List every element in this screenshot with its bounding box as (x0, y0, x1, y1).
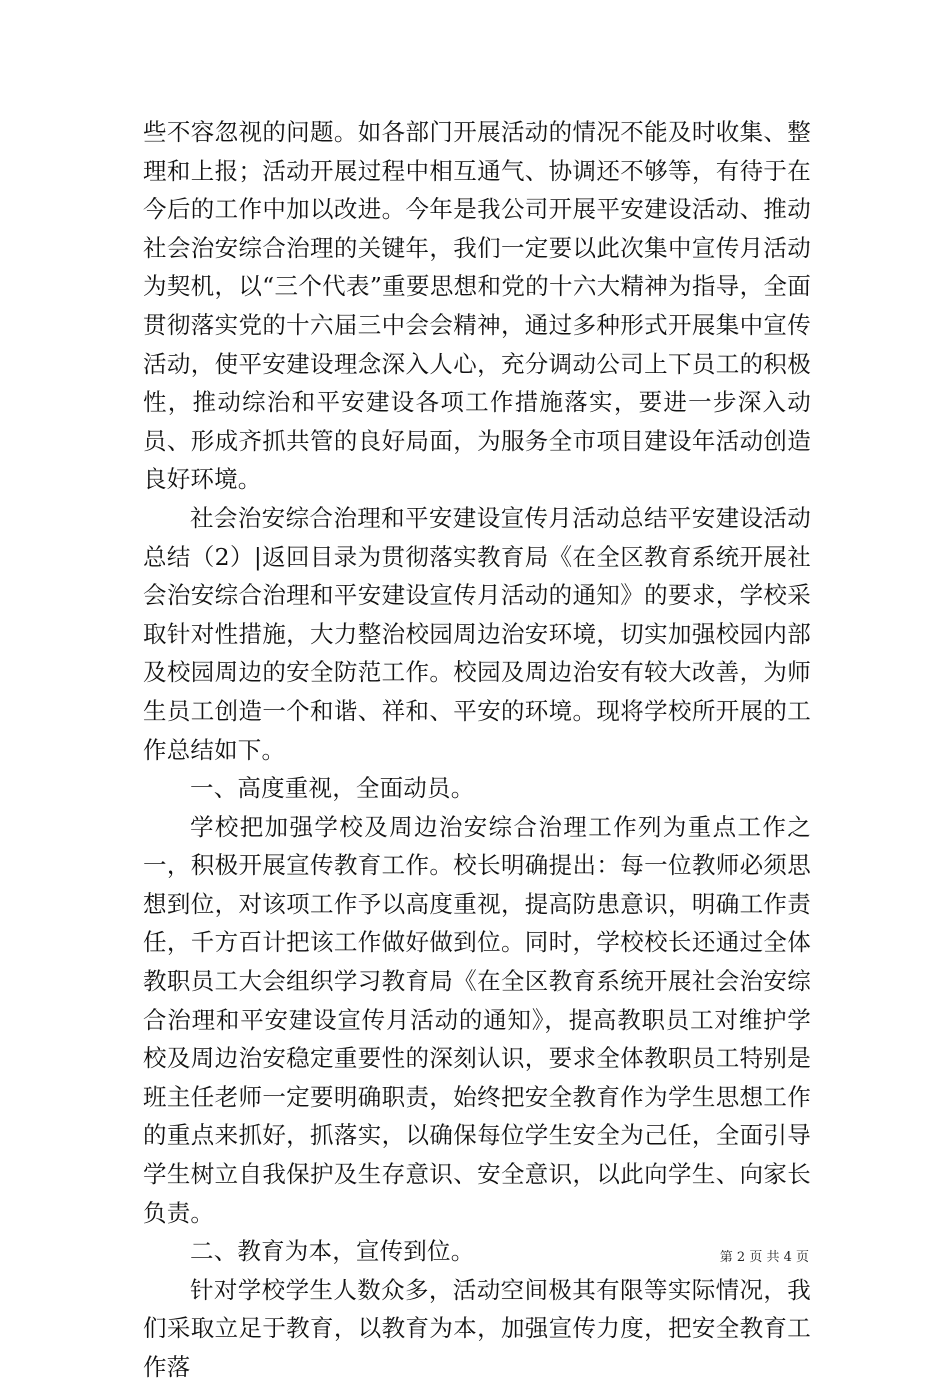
section-heading-2: 二、教育为本，宣传到位。 (190, 1237, 475, 1266)
paragraph-summary-intro: 社会治安综合治理和平安建设宣传月活动总结平安建设活动总结（2）|返回目录为贯彻落实教育局《在全区教育系统开展社会治安综合治理和平安建设宣传月活动的通知》的要求，学校采取针对性措施，大力整治校园周边治安环境，切实加强校园内部及校园周边的安全防范工作。校园及周边治安有较大改善，为师生员工创造一个和谐、祥和、平安的环境。现将学校所开展的工作总结如下。 (143, 503, 811, 764)
paragraph-section-2: 针对学校学生人数众多，活动空间极其有限等实际情况，我们采取立足于教育，以教育为本，加强宣传力度，把安全教育工作落 (143, 1275, 811, 1381)
section-heading-1: 一、高度重视，全面动员。 (190, 774, 475, 803)
page-number-footer: 第 2 页 共 4 页 (719, 1250, 809, 1265)
paragraph-section-1: 学校把加强学校及周边治安综合治理工作列为重点工作之一，积极开展宣传教育工作。校长明确提出：每一位教师必须思想到位，对该项工作予以高度重视，提高防患意识，明确工作责任，千方百计把该工作做好做到位。同时，学校校长还通过全体教职员工大会组织学习教育局《在全区教育系统开展社会治安综合治理和平安建设宣传月活动的通知》，提高教职员工对维护学校及周边治安稳定重要性的深刻认识，要求全体教职员工特别是班主任老师一定要明确职责，始终把安全教育作为学生思想工作的重点来抓好，抓落实，以确保每位学生安全为己任，全面引导学生树立自我保护及生存意识、安全意识，以此向学生、向家长负责。 (143, 812, 811, 1227)
document-body (143, 113, 811, 1387)
paragraph-continuation: 些不容忽视的问题。如各部门开展活动的情况不能及时收集、整理和上报；活动开展过程中相互通气、协调还不够等，有待于在今后的工作中加以改进。今年是我公司开展平安建设活动、推动社会治安综合治理的关键年，我们一定要以此次集中宣传月活动为契机，以“三个代表”重要思想和党的十六大精神为指导，全面贯彻落实党的十六届三中会会精神，通过多种形式开展集中宣传活动，使平安建设理念深入人心，充分调动公司上下员工的积极性，推动综治和平安建设各项工作措施落实，要进一步深入动员、形成齐抓共管的良好局面，为服务全市项目建设年活动创造良好环境。 (143, 118, 811, 494)
